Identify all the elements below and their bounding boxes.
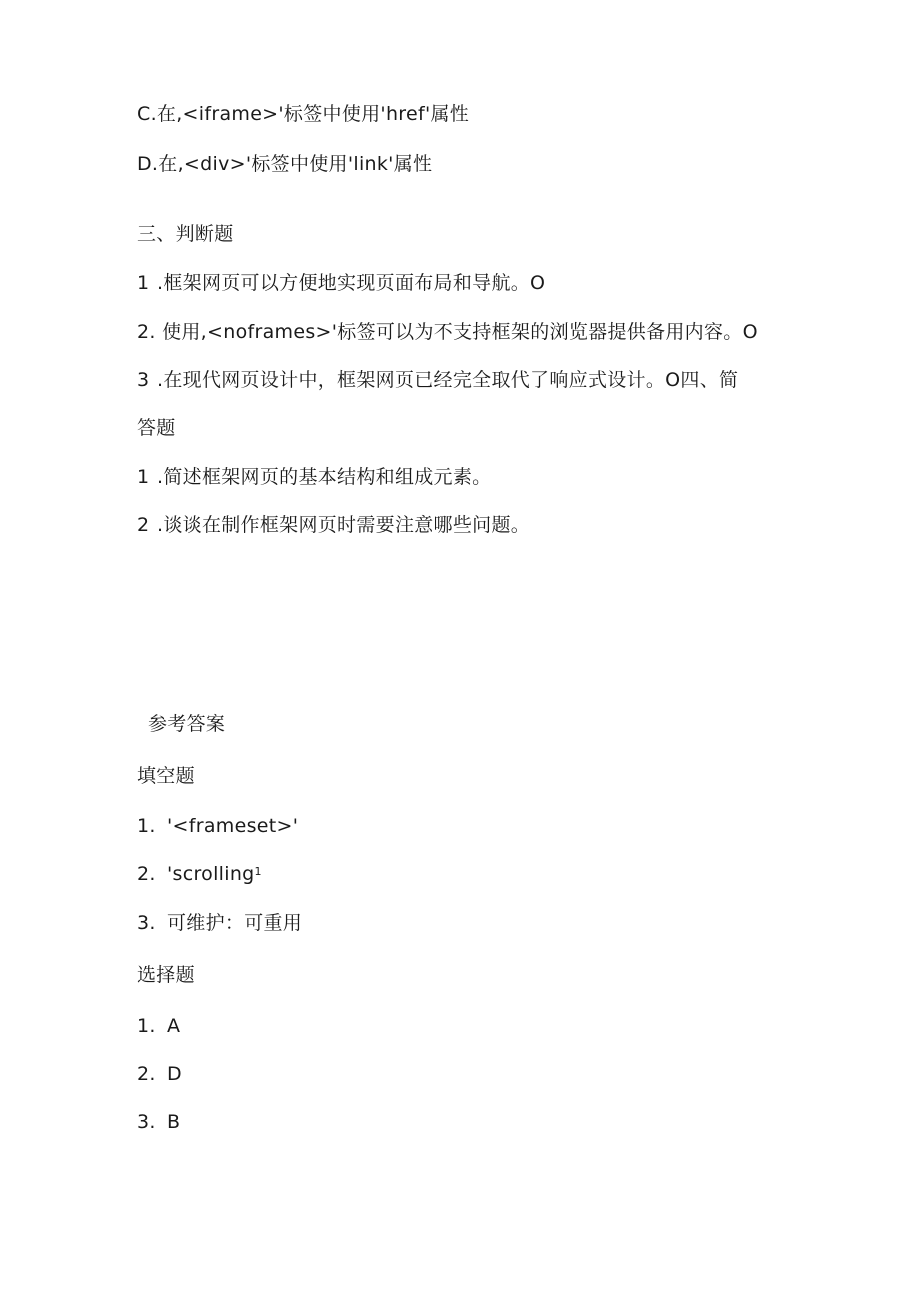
- tf-item-1: [137, 271, 545, 295]
- multiple-choice-answer-1: [137, 1014, 180, 1038]
- fill-blank-answer-2-text: 'scrolling: [167, 863, 255, 885]
- multiple-choice-title: 选择题: [137, 964, 195, 986]
- multiple-choice-answer-2: [137, 1062, 182, 1086]
- answers-title: 参考答案: [148, 713, 226, 735]
- qa-item-2-number: 2: [137, 514, 150, 536]
- multiple-choice-answer-2-number: 2.: [137, 1063, 156, 1085]
- fill-blank-answer-3-text: 可维护：可重用: [167, 912, 303, 934]
- multiple-choice-answer-2-text: D: [167, 1063, 182, 1085]
- tf-item-1-number: 1: [137, 272, 150, 294]
- tf-item-3-number: 3: [137, 369, 150, 391]
- tf-item-3: [137, 368, 738, 392]
- tf-item-1-text: .框架网页可以方便地实现页面布局和导航。O: [157, 272, 546, 294]
- section-3-title: 三、判断题: [137, 223, 234, 245]
- multiple-choice-answer-1-text: A: [167, 1015, 181, 1037]
- fill-blank-answer-1-number: 1.: [137, 815, 156, 837]
- option-c: C.在,<iframe>'标签中使用'href'属性: [137, 103, 470, 125]
- tf-item-2: [137, 320, 758, 344]
- fill-blank-title: 填空题: [137, 765, 195, 787]
- multiple-choice-answer-1-number: 1.: [137, 1015, 156, 1037]
- fill-blank-answer-2-sup: 1: [254, 865, 262, 878]
- qa-item-1-text: .简述框架网页的基本结构和组成元素。: [157, 466, 492, 488]
- qa-item-1-number: 1: [137, 466, 150, 488]
- fill-blank-answer-3-number: 3.: [137, 912, 156, 934]
- multiple-choice-answer-3: [137, 1110, 180, 1134]
- option-d: D.在,<div>'标签中使用'link'属性: [137, 153, 433, 175]
- multiple-choice-answer-3-number: 3.: [137, 1111, 156, 1133]
- fill-blank-answer-1: [137, 814, 298, 838]
- qa-item-2: [137, 513, 530, 537]
- tf-item-2-text: 2. 使用,<noframes>'标签可以为不支持框架的浏览器提供备用内容。O: [137, 321, 758, 343]
- qa-item-2-text: .谈谈在制作框架网页时需要注意哪些问题。: [157, 514, 531, 536]
- fill-blank-answer-3: [137, 911, 302, 935]
- multiple-choice-answer-3-text: B: [167, 1111, 181, 1133]
- fill-blank-answer-2: [137, 862, 262, 886]
- tf-item-3-text: .在现代网页设计中，框架网页已经完全取代了响应式设计。O四、简: [157, 369, 739, 391]
- qa-item-1: [137, 465, 491, 489]
- fill-blank-answer-2-number: 2.: [137, 863, 156, 885]
- fill-blank-answer-1-text: '<frameset>': [167, 815, 299, 837]
- section-4-title-continued: 答题: [137, 417, 176, 439]
